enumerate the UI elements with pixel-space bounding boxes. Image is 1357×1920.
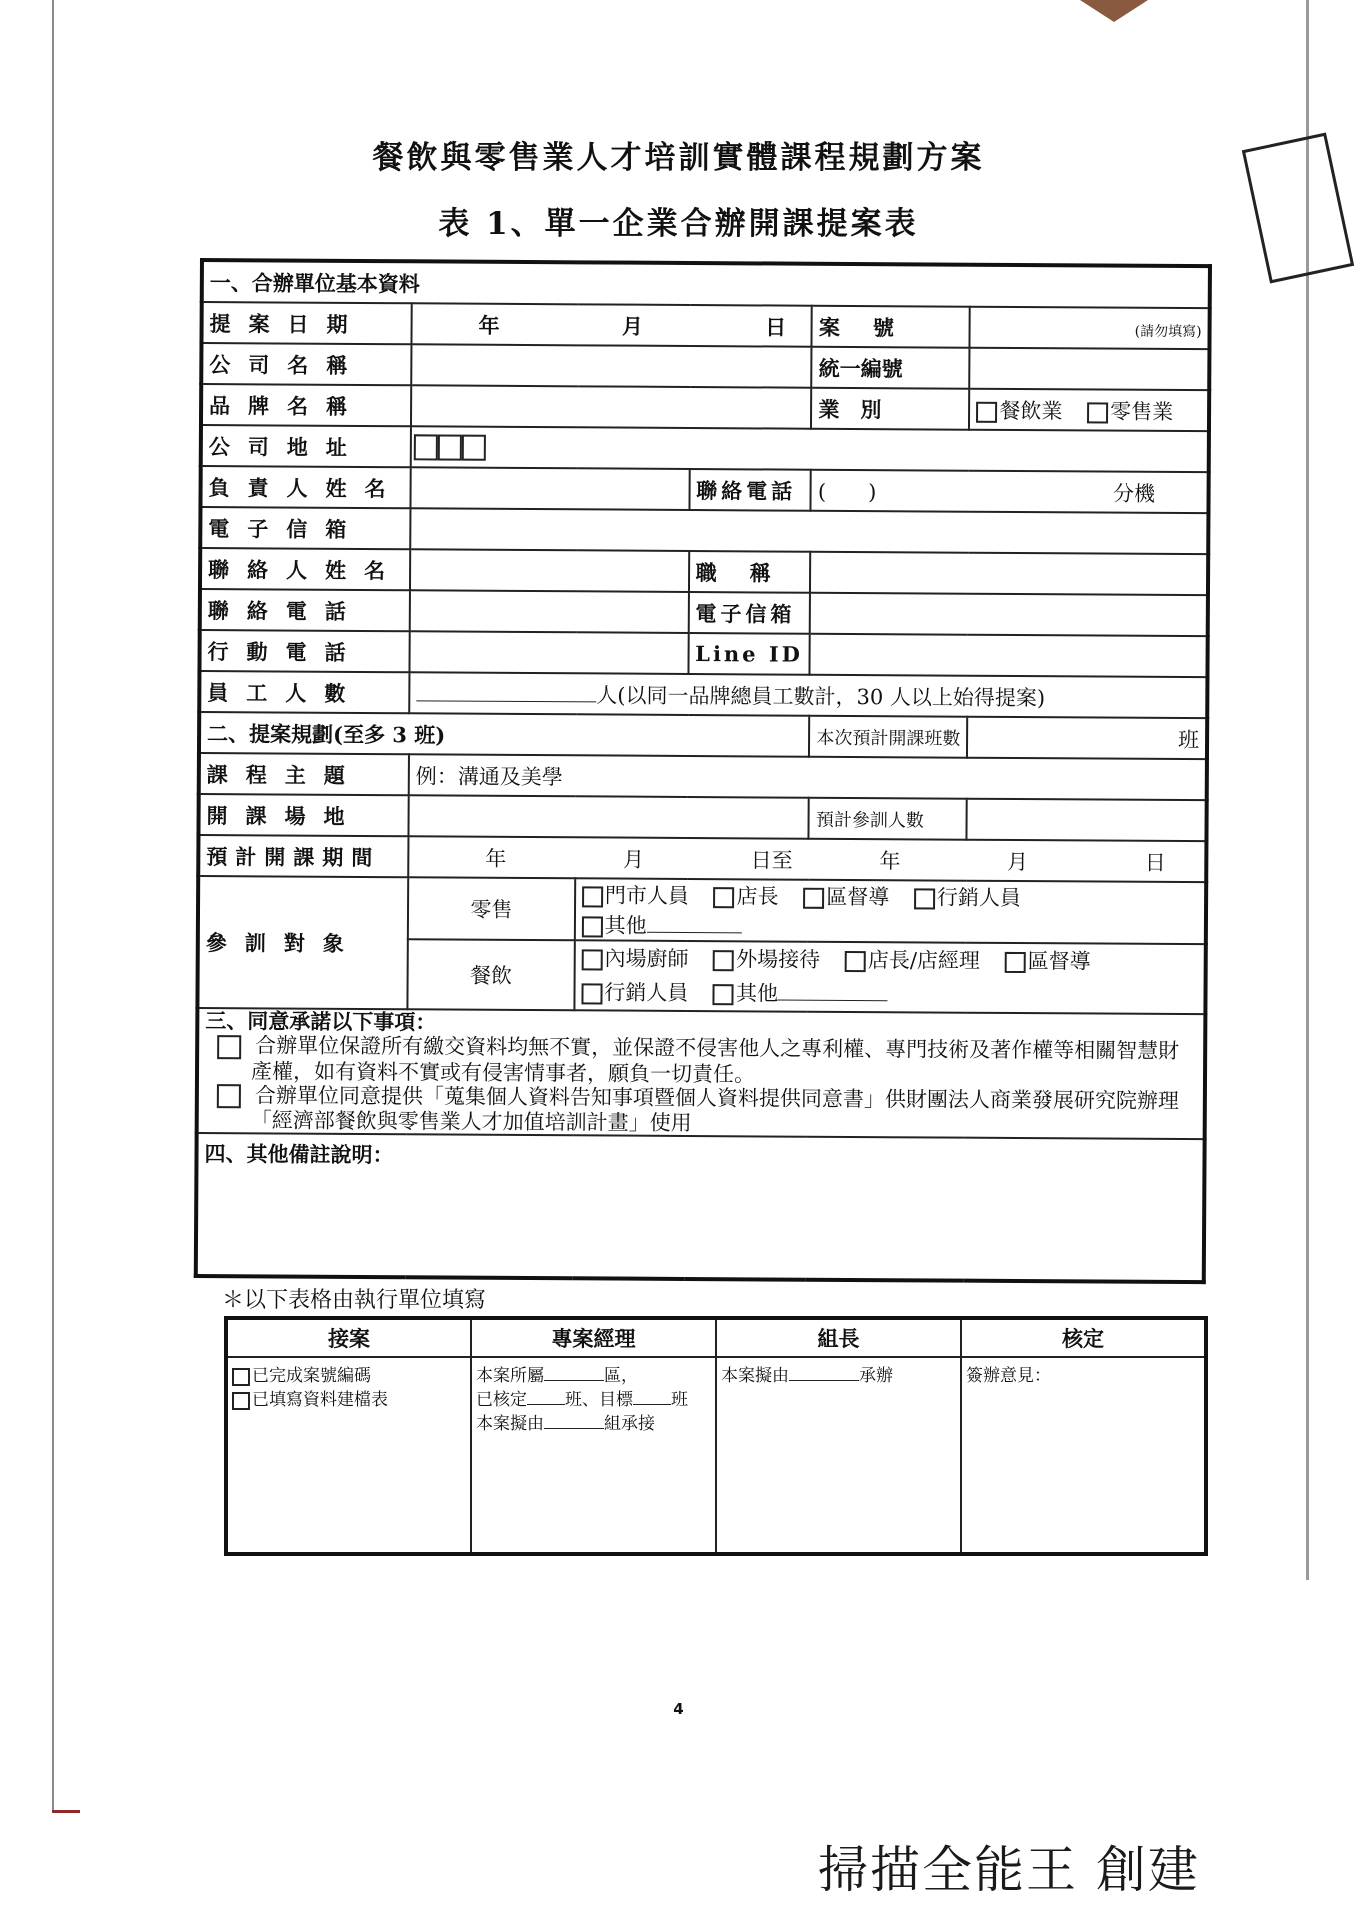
mobile-field[interactable] xyxy=(409,631,688,674)
remarks-field[interactable] xyxy=(196,1133,1205,1282)
checkbox-icon[interactable] xyxy=(803,888,824,909)
expected-trainees-field[interactable] xyxy=(967,799,1207,841)
phone-extension-label: 分機 xyxy=(1112,481,1156,506)
label-contact-email: 電子信箱 xyxy=(688,592,810,634)
label-retail: 零售 xyxy=(408,877,575,940)
proposal-form-table xyxy=(194,258,1212,1284)
exec-approval-cell[interactable] xyxy=(961,1357,1206,1554)
label-staff-count: 員工人數 xyxy=(199,671,409,713)
checkbox-icon[interactable] xyxy=(232,1368,250,1386)
label-contact-phone: 聯絡電話 xyxy=(200,589,410,631)
row-brand-name xyxy=(201,384,1209,431)
checkbox-icon[interactable] xyxy=(714,887,735,908)
checkbox-icon[interactable] xyxy=(1087,402,1108,423)
checkbox-icon[interactable] xyxy=(217,1084,241,1108)
label-venue: 開課場地 xyxy=(198,794,408,836)
food-option-other[interactable]: 其他 xyxy=(713,981,888,1006)
row-proposal-date xyxy=(201,302,1209,349)
food-option-kitchen-chef[interactable]: 內場廚師 xyxy=(581,946,688,971)
job-title-field[interactable] xyxy=(810,552,1208,595)
food-option-area-supervisor[interactable]: 區督導 xyxy=(1005,949,1091,974)
topic-example: 例：溝通及美學 xyxy=(415,763,563,789)
food-other-blank[interactable] xyxy=(778,1000,888,1002)
checkbox-icon[interactable] xyxy=(976,401,997,422)
contact-email-field[interactable] xyxy=(810,593,1208,636)
page-number: 4 xyxy=(673,1700,684,1718)
label-expected-trainees: 預計參訓人數 xyxy=(809,798,967,840)
exec-lead-cell: 本案擬由 承辦 xyxy=(716,1357,961,1554)
label-line-id: Line ID xyxy=(688,633,810,675)
scan-left-tick xyxy=(52,1810,80,1813)
food-option-marketing[interactable]: 行銷人員 xyxy=(581,980,688,1005)
email-field[interactable] xyxy=(410,508,1208,554)
exec-pm-cell xyxy=(471,1357,716,1554)
label-period: 預計開課期間 xyxy=(198,835,408,877)
checkbox-icon[interactable] xyxy=(713,984,734,1005)
phone-area-code: ( ) xyxy=(817,479,877,504)
staff-note: 人(以同一品牌總員工數計，30 人以上始得提案) xyxy=(596,682,1046,710)
brand-name-field[interactable] xyxy=(411,385,812,428)
case-no-field xyxy=(970,307,1210,349)
tax-id-field[interactable] xyxy=(970,348,1210,390)
class-unit: 班 xyxy=(1178,727,1200,752)
exec-option-case-coded[interactable]: 已完成案號編碼 xyxy=(232,1364,466,1388)
date-day: 日 xyxy=(765,313,787,340)
retail-option-area-supervisor[interactable]: 區督導 xyxy=(803,885,889,910)
postal-code-box[interactable] xyxy=(462,434,486,460)
period-year2: 年 xyxy=(879,848,901,873)
food-option-store-manager[interactable]: 店長/店經理 xyxy=(845,948,980,973)
exec-pm-line-2: 已核定 班、目標 班 xyxy=(476,1390,688,1410)
row-email xyxy=(200,507,1208,554)
retail-other-blank[interactable] xyxy=(647,932,742,934)
page-title: 餐飲與零售業人才培訓實體課程規劃方案 xyxy=(372,140,985,176)
food-options xyxy=(574,940,1206,1014)
row-remarks xyxy=(196,1133,1205,1282)
exec-pm-line-1: 本案所屬 區， xyxy=(476,1366,638,1386)
food-option-front-host[interactable]: 外場接待 xyxy=(713,947,820,972)
company-name-field[interactable] xyxy=(411,344,812,387)
checkbox-icon[interactable] xyxy=(713,950,734,971)
checkbox-icon[interactable] xyxy=(581,983,602,1004)
retail-options xyxy=(575,878,1207,944)
checkbox-icon[interactable] xyxy=(1005,952,1026,973)
exec-note: ＊以下表格由執行單位填寫 xyxy=(222,1288,487,1313)
agreement-item-2: 合辦單位同意提供「蒐集個人資料告知事項暨個人資料提供同意書」供財團法人商業發展研究院辦理「經濟部餐飲與零售業人才加值培訓計畫」使用 xyxy=(251,1083,1197,1138)
exec-blank[interactable] xyxy=(789,1380,859,1381)
scan-corner-mark xyxy=(1080,0,1148,22)
label-tax-id: 統一編號 xyxy=(812,347,970,389)
industry-field xyxy=(969,389,1209,431)
checkbox-icon[interactable] xyxy=(845,951,866,972)
exec-header-approval: 核定 xyxy=(961,1318,1206,1357)
exec-blank[interactable] xyxy=(544,1428,604,1429)
exec-header-project-manager: 專案經理 xyxy=(471,1318,716,1357)
row-owner xyxy=(200,466,1208,513)
line-id-field[interactable] xyxy=(810,634,1208,677)
checkbox-icon[interactable] xyxy=(582,886,603,907)
exec-pm-line-3: 本案擬由 組承接 xyxy=(476,1414,655,1434)
exec-header-intake: 接案 xyxy=(226,1318,471,1357)
date-year: 年 xyxy=(478,312,500,338)
label-mobile: 行動電話 xyxy=(199,630,409,672)
retail-option-store-manager[interactable]: 店長 xyxy=(714,884,779,908)
course-topic-field[interactable] xyxy=(409,754,1207,800)
address-field[interactable] xyxy=(411,426,1209,472)
table-title: 表 1、單一企業合辦開課提案表 xyxy=(438,206,919,242)
case-no-note: (請勿填寫) xyxy=(1134,323,1202,340)
section1-heading: 一、合辦單位基本資料 xyxy=(202,260,1210,308)
retail-option-store-staff[interactable]: 門市人員 xyxy=(582,883,689,908)
checkbox-icon[interactable] xyxy=(582,916,603,937)
row-company-name xyxy=(201,343,1209,390)
row-staff xyxy=(199,671,1207,718)
section3-heading: 三、同意承諾以下事項： xyxy=(205,1008,437,1035)
execution-unit-table xyxy=(224,1316,1208,1556)
staff-count-blank[interactable] xyxy=(416,700,596,702)
agreement-item-1: 合辦單位保證所有繳交資料均無不實，並保證不侵害他人之專利權、專門技術及著作權等相關智慧財產權，如有資料不實或有侵害情事者，願負一切責任。 xyxy=(251,1033,1197,1088)
scanner-watermark: 掃描全能王 創建 xyxy=(818,1841,1200,1899)
contact-phone-field[interactable] xyxy=(410,590,689,633)
exec-blank[interactable] xyxy=(633,1404,671,1405)
postal-code-box[interactable] xyxy=(414,434,438,460)
row-topic xyxy=(199,753,1207,800)
contact-name-field[interactable] xyxy=(410,549,689,592)
label-case-no: 案 號 xyxy=(812,306,970,348)
staff-count-field[interactable] xyxy=(409,672,1207,718)
row-venue xyxy=(198,794,1206,841)
row-mobile xyxy=(199,630,1207,677)
row-agreement xyxy=(197,1008,1206,1139)
industry-retail-option[interactable]: 零售業 xyxy=(1087,399,1173,424)
row-contact xyxy=(200,548,1208,595)
period-day-to: 日至 xyxy=(750,847,793,873)
label-job-title: 職 稱 xyxy=(689,551,811,593)
label-phone: 聯絡電話 xyxy=(689,469,811,511)
label-company-name: 公司名稱 xyxy=(201,343,411,385)
owner-name-field[interactable] xyxy=(410,467,689,510)
label-class-count: 本次預計開課班數 xyxy=(809,716,967,758)
row-address xyxy=(201,425,1209,472)
label-email: 電子信箱 xyxy=(200,507,410,549)
exec-header-team-lead: 組長 xyxy=(716,1318,961,1357)
venue-field[interactable] xyxy=(408,795,809,838)
checkbox-icon[interactable] xyxy=(217,1035,241,1059)
retail-option-other[interactable]: 其他 xyxy=(582,913,742,938)
period-field[interactable] xyxy=(408,836,1206,882)
row-contact-phone xyxy=(200,589,1208,636)
agreement-section xyxy=(197,1008,1206,1139)
exec-blank[interactable] xyxy=(527,1404,565,1405)
checkbox-icon[interactable] xyxy=(232,1392,250,1410)
checkbox-icon[interactable] xyxy=(914,888,935,909)
label-brand-name: 品牌名稱 xyxy=(201,384,411,426)
label-food: 餐飲 xyxy=(407,939,574,1010)
section2-heading: 二、提案規劃(至多 3 班) xyxy=(199,712,810,757)
period-day2: 日 xyxy=(1144,850,1166,875)
exec-option-data-filed[interactable]: 已填寫資料建檔表 xyxy=(232,1388,466,1412)
scan-left-edge xyxy=(52,0,54,1810)
period-month: 月 xyxy=(622,847,645,872)
checkbox-icon[interactable] xyxy=(581,949,602,970)
class-count-field[interactable] xyxy=(967,717,1207,759)
label-contact-name: 聯絡人姓名 xyxy=(200,548,410,590)
proposal-date-field[interactable] xyxy=(411,303,812,346)
row-target-retail xyxy=(198,876,1206,944)
label-industry: 業 別 xyxy=(811,388,969,430)
exec-intake-cell xyxy=(226,1357,471,1554)
label-address: 公司地址 xyxy=(201,425,411,467)
label-proposal-date: 提案日期 xyxy=(201,302,411,344)
exec-blank[interactable] xyxy=(544,1380,604,1381)
industry-food-option[interactable]: 餐飲業 xyxy=(976,398,1062,423)
date-month: 月 xyxy=(621,313,643,339)
exec-approval-label: 簽辦意見： xyxy=(966,1366,1051,1386)
period-month2: 月 xyxy=(1007,849,1029,874)
row-period xyxy=(198,835,1206,882)
postal-code-box[interactable] xyxy=(438,434,462,460)
section4-heading: 四、其他備註說明： xyxy=(204,1141,394,1168)
label-target: 參訓對象 xyxy=(197,876,408,1009)
phone-field[interactable] xyxy=(811,470,1209,513)
period-year: 年 xyxy=(485,846,507,871)
retail-option-marketing[interactable]: 行銷人員 xyxy=(914,885,1021,910)
label-course-topic: 課程主題 xyxy=(199,753,409,795)
row-section2-heading xyxy=(199,712,1207,759)
label-owner-name: 負責人姓名 xyxy=(200,466,410,508)
